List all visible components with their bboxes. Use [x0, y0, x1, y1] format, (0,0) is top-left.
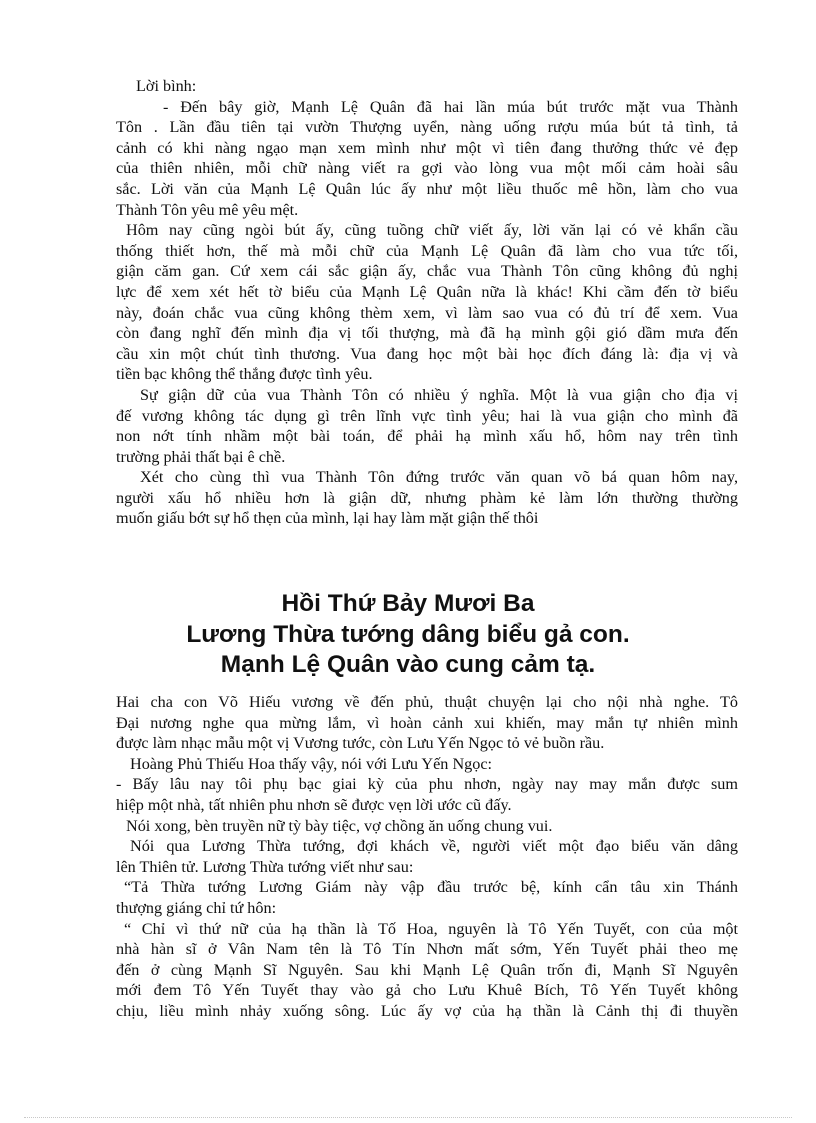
story-line: được làm nhạc mẫu một vị Vương tước, còn Lưu Yến Ngọc tỏ vẻ buồn rầu.	[116, 734, 605, 753]
story-line: - Bấy lâu nay tôi phụ bạc giai kỳ của phu nhơn, ngày nay may mắn được sum	[116, 775, 738, 794]
story-line: Đại nương nghe qua mừng lắm, vì hoàn cảnh xui khiến, may mắn tự nhiên mình	[116, 713, 738, 732]
page-bottom-divider	[24, 1117, 792, 1118]
story-line: nhà hàn sĩ ở Vân Nam tên là Tô Tín Nhơn mất sớm, Yến Tuyết phải theo mẹ	[116, 940, 738, 959]
commentary-line: cầu xin một chút tình thương. Vua đang học một bài học đích đáng là: địa vị và	[116, 344, 738, 363]
chapter-heading	[80, 589, 736, 681]
commentary-label: Lời bình:	[136, 77, 197, 95]
story-line: mới đem Tô Yến Tuyết thay vào gả cho Lưu Khuê Bích, Tô Yến Tuyết không	[116, 981, 738, 1000]
commentary-line: - Đến bây giờ, Mạnh Lệ Quân đã hai lần múa bút trước mặt vua Thành	[163, 97, 738, 116]
story-line: Hai cha con Võ Hiếu vương về đến phủ, thuật chuyện lại cho nội nhà nghe. Tô	[116, 693, 738, 711]
story-line: thượng giáng chỉ tứ hôn:	[116, 898, 277, 917]
story-line: chịu, liều mình nhảy xuống sông. Lúc ấy vợ của hạ thần là Cảnh thị đi thuyền	[116, 1001, 738, 1020]
chapter-subtitle-2: Mạnh Lệ Quân vào cung cảm tạ.	[220, 651, 596, 678]
commentary-line: đế vương không tác dụng gì trên lĩnh vực tình yêu; hai là vua giận cho mình đã	[116, 406, 738, 425]
commentary-line: Sự giận dữ của vua Thành Tôn có nhiều ý nghĩa. Một là vua giận cho địa vị	[140, 385, 738, 404]
commentary-line: Xét cho cùng thì vua Thành Tôn đứng trước văn quan võ bá quan hôm nay,	[140, 468, 738, 487]
commentary-line: này, đoán chắc vua cũng không thèm xem, vì làm sao vua có đủ trí để xem. Vua	[116, 303, 738, 322]
commentary-line: cảnh có khi nàng ngạo mạn xem mình như một vì tiên đang thưởng thức vẻ đẹp	[116, 138, 738, 157]
commentary-line: sắc. Lời văn của Mạnh Lệ Quân lúc ấy như một liều thuốc mê hồn, làm cho vua	[116, 179, 738, 198]
story-section	[116, 692, 738, 1022]
commentary-line: thống thiết hơn, thế mà mỗi chữ của Mạnh Lệ Quân đã làm cho vua tức tối,	[116, 241, 738, 260]
commentary-line: non nớt tính nhầm một bài toán, để phải hạ mình xấu hổ, hôm nay trên tình	[116, 427, 738, 446]
commentary-line: trường phải thất bại ê chề.	[116, 447, 286, 466]
story-line: Nói qua Lương Thừa tướng, đợi khách về, người viết một đạo biểu văn dâng	[130, 837, 738, 856]
chapter-subtitle-1: Lương Thừa tướng dâng biểu gả con.	[186, 620, 630, 648]
story-line: Nói xong, bèn truyền nữ tỳ bày tiệc, vợ chồng ăn uống chung vui.	[126, 816, 553, 835]
story-line: “Tả Thừa tướng Lương Giám này vập đầu trước bệ, kính cẩn tâu xin Thánh	[124, 878, 738, 897]
story-line: “ Chỉ vì thứ nữ của hạ thần là Tố Hoa, nguyên là Tô Yến Tuyết, con của một	[124, 919, 738, 938]
commentary-line: giận căm gan. Cứ xem cái sắc giận ấy, chắc vua Thành Tôn cũng không đủ nghị	[116, 262, 738, 281]
commentary-section	[116, 76, 738, 529]
chapter-title: Hồi Thứ Bảy Mươi Ba	[281, 590, 535, 617]
commentary-line: muốn giấu bớt sự hổ thẹn của mình, lại hay làm mặt giận thế thôi	[116, 509, 539, 528]
commentary-line: còn đang nghĩ đến mình địa vị tối thượng, mà đã hạ mình gội gió dầm mưa đến	[116, 324, 738, 343]
story-line: hiệp một nhà, tất nhiên phu nhơn sẽ được vẹn lời ước cũ đấy.	[116, 795, 512, 814]
story-line: lên Thiên tử. Lương Thừa tướng viết như sau:	[116, 857, 414, 876]
commentary-line: của thiên nhiên, mỗi chữ nàng viết ra gợi vào lòng vua một mối cảm hoài sâu	[116, 159, 738, 178]
commentary-line: lực để xem xét hết tờ biểu của Mạnh Lệ Quân nữa là khác! Khi cầm đến tờ biểu	[116, 282, 738, 301]
commentary-line: Thành Tôn yêu mê yêu mệt.	[116, 200, 299, 219]
commentary-line: Hôm nay cũng ngòi bút ấy, cũng tuồng chữ viết ấy, lời văn lại có vẻ khẩn cầu	[126, 221, 738, 240]
story-line: đến ở cùng Mạnh Sĩ Nguyên. Sau khi Mạnh Lệ Quân trốn đi, Mạnh Sĩ Nguyên	[116, 960, 738, 979]
commentary-line: tiền bạc không thể thắng được tình yêu.	[116, 365, 373, 384]
commentary-line: người xấu hổ nhiều hơn là giận dữ, nhưng phàm kẻ làm lớn thường thường	[116, 488, 738, 507]
commentary-line: Tôn . Lần đầu tiên tại vườn Thượng uyển, nàng uống rượu múa bút tả tình, tả	[116, 118, 738, 137]
story-line: Hoàng Phủ Thiếu Hoa thấy vậy, nói với Lưu Yến Ngọc:	[130, 754, 493, 773]
